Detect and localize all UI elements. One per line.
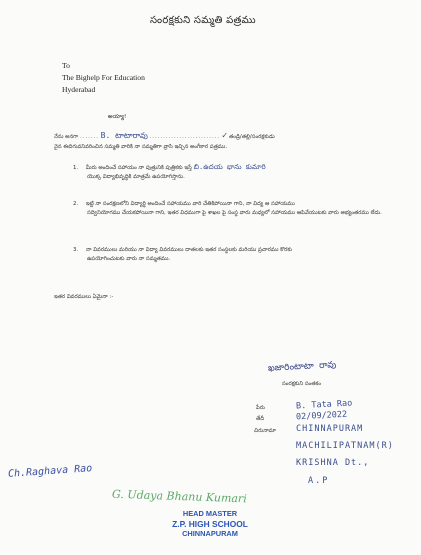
point-text: నా వివరములు మరియు నా విద్యా వివరములు దాతలకు ఇతర సంస్థలకు మరియు ప్రచారము కొరకు bbox=[85, 247, 293, 253]
address-line-4: A.P bbox=[308, 476, 330, 486]
point-1 bbox=[73, 163, 403, 182]
guardian-name-handwritten: B. టాటారావు bbox=[100, 131, 148, 140]
tick-mark-icon: ✓ bbox=[221, 131, 228, 141]
headmaster-signature: Ch.Raghava Rao bbox=[7, 463, 93, 480]
address-line-1: CHINNAPURAM bbox=[296, 424, 364, 434]
address-field-label: చిరునామా bbox=[254, 428, 277, 434]
point-number: 2. bbox=[73, 201, 79, 207]
point-number: 3. bbox=[73, 247, 79, 253]
other-details-label: ఇతర వివరములు ఏమైనా :- bbox=[54, 294, 114, 300]
intro-prefix: నేను అనగా bbox=[54, 134, 79, 140]
point-text: ఇట్టి నా సంరక్షణలోని విద్యార్థి అందించే సహాయము వారి చేతికిపోయినా గాని, నా విద్య ఆ సహాయము bbox=[85, 201, 295, 207]
recipient-city: Hyderabad bbox=[62, 85, 96, 94]
point-text-cont: ఉపయోగించుటకు వారు నా సమ్మతము. bbox=[87, 256, 171, 262]
stamp-line-1: HEAD MASTER bbox=[182, 509, 238, 518]
school-stamp bbox=[140, 509, 280, 539]
point-text: మీరు అందించే సహాయం నా పుత్రునికి పుత్రికకు ఇస్తే bbox=[85, 165, 192, 171]
stamp-line-3: CHINNAPURAM bbox=[182, 529, 238, 538]
guardian-signature: ఖజారింటాటా రావు bbox=[267, 360, 337, 374]
point-number: 1. bbox=[73, 165, 79, 171]
name-field-value: B. Tata Rao bbox=[295, 398, 353, 412]
intro-suffix: తండ్రి/తల్లి/సంరక్షకుడు bbox=[228, 134, 275, 140]
guardian-signature-label: సంరక్షకుని సంతకం bbox=[282, 381, 321, 387]
salutation: అయ్యా! bbox=[108, 114, 127, 120]
recipient-org: The Bighelp For Education bbox=[62, 73, 145, 82]
address-line-2: MACHILIPATNAM(R) bbox=[296, 441, 394, 451]
stamp-line-2: Z.P. HIGH SCHOOL bbox=[172, 519, 248, 529]
address-line-3: KRISHNA Dt., bbox=[296, 458, 370, 468]
student-name-handwritten: బి.ఉదయ భాను కుమారి bbox=[193, 163, 266, 171]
point-text-cont: సద్వినియోగము చేయకపోయినా గాని, ఇతర విధముగా పై శాఖల పై సంస్థ వారు మధ్యలో సహాయము ఆపివేయుటకు వారు అభ్యంతరము లేదు. bbox=[87, 210, 382, 216]
student-signature: G. Udaya Bhanu Kumari bbox=[111, 487, 247, 506]
date-field-value: 02/09/2022 bbox=[295, 409, 348, 423]
to-line: To bbox=[62, 61, 70, 70]
date-field-label: తేదీ bbox=[256, 416, 264, 422]
name-field-label: పేరు bbox=[256, 405, 265, 411]
point-text-cont: యొక్క విద్యాభివృద్ధికి మాత్రమే ఉపయోగిస్తాను. bbox=[87, 174, 185, 180]
point-2 bbox=[73, 200, 403, 218]
intro-line-2: నైన ఈదిగువనివరించిన సమ్మతి వారికి నా సమ్మతిగా వ్రాసి ఇచ్చిన అంగీకార పత్రము. bbox=[54, 144, 228, 150]
point-3 bbox=[73, 246, 403, 264]
document-title: సంరక్షకుని సమ్మతి పత్రము bbox=[150, 15, 256, 26]
intro-line: నేను అనగా ....... B. టాటారావు .......................... ✓ తండ్రి/తల్లి/సంరక్షకుడు bbox=[54, 131, 275, 141]
to-address-block bbox=[62, 60, 145, 96]
